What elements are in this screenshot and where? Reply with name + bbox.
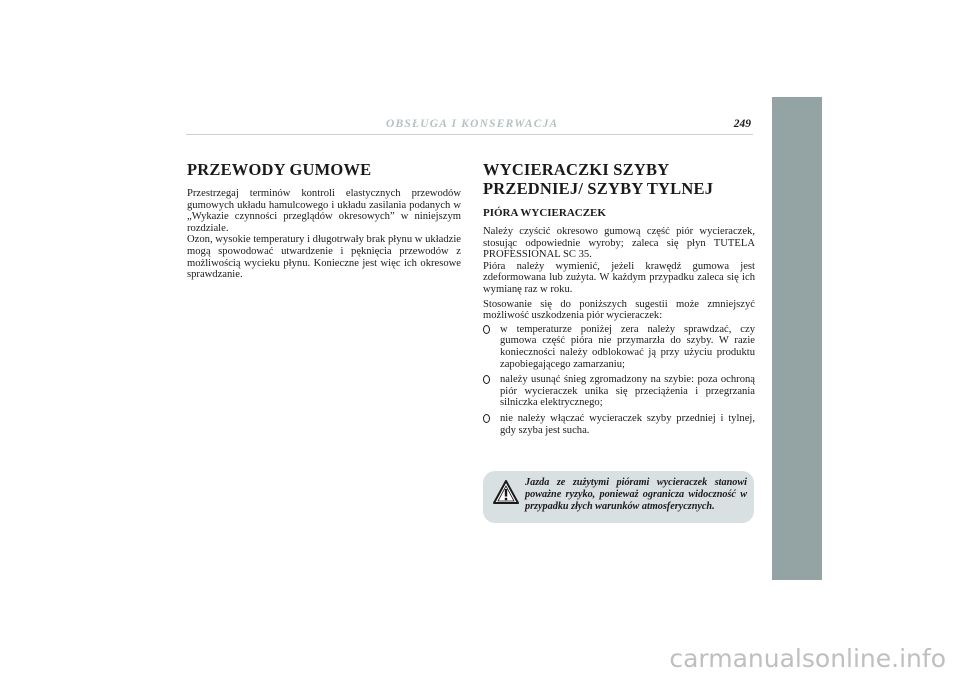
bullet-circle-icon [483, 375, 490, 384]
hoses-paragraph-2: Ozon, wysokie temperatury i długotrwały brak płynu w układzie mogą spowodować utwardzenie i pęknięcia przewodów z możliwością wycieku płynu. Konieczne jest więc ich okresowe sprawdzanie. [187, 234, 461, 281]
wipers-paragraph-2: Pióra należy wymienić, jeżeli krawędź gumowa jest zdeformowana lub zużyta. W każdym przypadku zaleca się ich wymianę raz w roku. [483, 260, 755, 295]
wipers-paragraph-3: Stosowanie się do poniższych sugestii może zmniejszyć możliwość uszkodzenia piór wycieraczek: [483, 298, 755, 322]
page-header [186, 118, 753, 135]
list-item [483, 324, 755, 370]
section-side-tab [772, 97, 822, 580]
warning-text: Jazda ze zużytymi piórami wycieraczek stanowi poważne ryzyko, ponieważ ogranicza widoczność w przypadku złych warunków atmosferycznych. [525, 477, 747, 513]
warning-triangle-icon [493, 480, 519, 504]
wipers-paragraph-1: Należy czyścić okresowo gumową część piór wycieraczek, stosując odpowiednie wyroby; zaleca się płyn TUTELA PROFESSIONAL SC 35. [483, 226, 755, 261]
list-item-text: w temperaturze poniżej zera należy sprawdzać, czy gumowa część pióra nie przymarzła do szyby. W razie konieczności należy odblokować ją przy użyciu produktu zapobiegającego zamarzaniu; [500, 323, 755, 370]
list-item-text: nie należy włączać wycieraczek szyby przedniej i tylnej, gdy szyba jest sucha. [500, 412, 755, 436]
hoses-paragraph-1: Przestrzegaj terminów kontroli elastycznych przewodów gumowych układu hamulcowego i układu zasilania podanych w „Wykazie czynności przeglądów okresowych” w niniejszym rozdziale. [187, 188, 461, 234]
list-item [483, 413, 755, 436]
wiper-tips-list [483, 324, 755, 436]
rubber-hoses-heading: PRZEWODY GUMOWE [187, 160, 372, 179]
section-title: OBSŁUGA I KONSERWACJA [386, 118, 559, 130]
list-item-text: należy usunąć śnieg zgromadzony na szybie: poza ochroną piór wycieraczek unika się przeciążenia i przegrzania silniczka elektrycznego; [500, 374, 755, 409]
right-column [483, 160, 755, 440]
left-column [187, 160, 461, 281]
page-number: 249 [733, 118, 751, 130]
wiper-blades-subheading: PIÓRA WYCIERACZEK [483, 207, 606, 219]
list-item [483, 374, 755, 409]
watermark: carmanualsonline.info [669, 644, 946, 673]
bullet-circle-icon [483, 325, 490, 334]
wipers-heading: WYCIERACZKI SZYBY PRZEDNIEJ/ SZYBY TYLNEJ [483, 160, 714, 198]
bullet-circle-icon [483, 414, 490, 423]
warning-box [483, 471, 754, 523]
